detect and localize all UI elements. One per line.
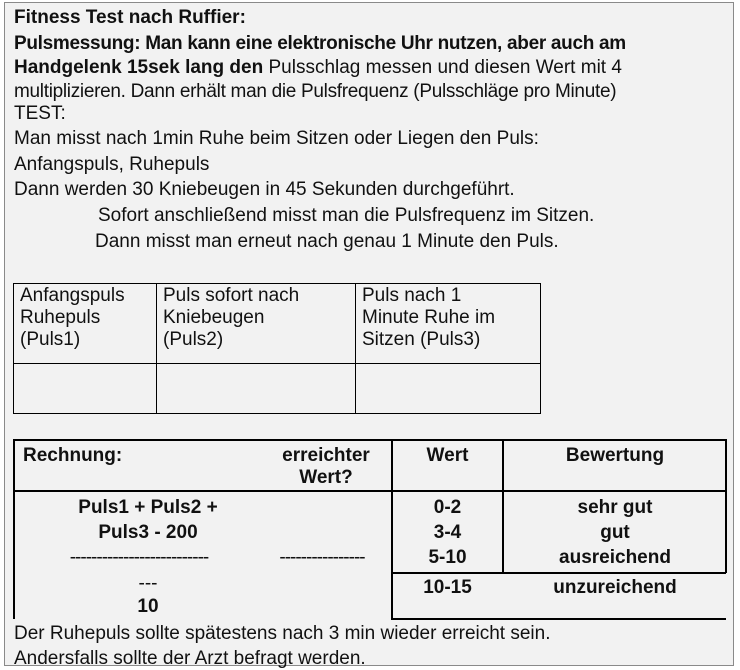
calc-table	[13, 439, 726, 619]
dashes: ---	[138, 573, 158, 594]
intro-line-10: Dann misst man erneut nach genau 1 Minute den Puls.	[95, 231, 559, 252]
calc-header-divider	[13, 490, 726, 492]
document-frame	[4, 2, 734, 669]
formula-line-1: Puls1 + Puls2 +	[78, 497, 218, 518]
range-4: 10-15	[423, 577, 472, 598]
calc-top-border	[13, 439, 726, 441]
intro-line-9: Sofort anschließend misst man die Pulsfrequenz im Sitzen.	[98, 205, 595, 226]
puls1-entry-cell[interactable]	[14, 364, 157, 414]
pulse-table-entry-row	[14, 364, 541, 414]
pulse-table-header-row	[14, 284, 541, 364]
rating-3: ausreichend	[559, 547, 671, 568]
intro-line-3-bold: Handgelenk 15sek lang den	[14, 57, 264, 78]
intro-line-3	[14, 57, 622, 79]
pulse-table	[13, 283, 541, 414]
intro-line-2: Pulsmessung: Man kann eine elektronische Uhr nutzen, aber auch am	[14, 33, 626, 54]
header-bewertung: Bewertung	[565, 445, 665, 466]
rating-4: unzureichend	[553, 577, 677, 598]
intro-line-6: Man misst nach 1min Ruhe beim Sitzen oder Liegen den Puls:	[14, 128, 539, 149]
divisor: 10	[137, 596, 159, 617]
pulse-col-2-line-2: Kniebeugen	[163, 307, 265, 328]
pulse-col-1-header	[14, 284, 157, 364]
pulse-col-2-line-1: Puls sofort nach	[163, 285, 300, 306]
pulse-col-2-header	[157, 284, 356, 364]
title: Fitness Test nach Ruffier:	[14, 7, 246, 28]
fraction-line-short: ----------------	[279, 547, 365, 568]
intro-line-3-rest: Pulsschlag messen und diesen Wert mit 4	[263, 57, 622, 78]
puls3-entry-cell[interactable]	[356, 364, 541, 414]
formula-line-2: Puls3 - 200	[98, 522, 198, 543]
range-1: 0-2	[433, 497, 462, 518]
intro-line-4: multiplizieren. Dann erhält man die Pulsfrequenz (Pulsschläge pro Minute)	[14, 81, 617, 102]
header-erreichter	[261, 445, 391, 489]
puls2-entry-cell[interactable]	[157, 364, 356, 414]
calc-bottom-border	[391, 618, 726, 620]
footer-line-2: Andersfalls sollte der Arzt befragt werden.	[14, 648, 366, 669]
range-3: 5-10	[428, 547, 467, 568]
header-wert: Wert	[426, 445, 469, 466]
pulse-col-3-line-2: Minute Ruhe im	[362, 307, 496, 328]
pulse-col-1-line-3: (Puls1)	[20, 329, 81, 350]
rating-1: sehr gut	[577, 497, 653, 518]
calc-range-divider	[391, 572, 726, 574]
header-erreichter-line-1: erreichter	[282, 445, 370, 466]
calc-left-border	[13, 439, 15, 619]
header-rechnung: Rechnung:	[23, 445, 123, 466]
intro-line-8: Dann werden 30 Kniebeugen in 45 Sekunden durchgeführt.	[14, 179, 515, 200]
intro-line-5: TEST:	[14, 103, 66, 124]
header-erreichter-line-2: Wert?	[299, 467, 353, 488]
pulse-col-3-header	[356, 284, 541, 364]
pulse-col-3-line-3: Sitzen (Puls3)	[362, 329, 481, 350]
intro-line-7: Anfangspuls, Ruhepuls	[14, 154, 210, 175]
pulse-col-1-line-2: Ruhepuls	[20, 307, 101, 328]
pulse-col-1-line-1: Anfangspuls	[20, 285, 125, 306]
footer-line-1: Der Ruhepuls sollte spätestens nach 3 min wieder erreicht sein.	[14, 623, 551, 644]
fraction-line: --------------------------	[69, 547, 209, 568]
pulse-col-3-line-1: Puls nach 1	[362, 285, 462, 306]
pulse-col-2-line-3: (Puls2)	[163, 329, 224, 350]
rating-2: gut	[600, 522, 630, 543]
range-2: 3-4	[433, 522, 462, 543]
